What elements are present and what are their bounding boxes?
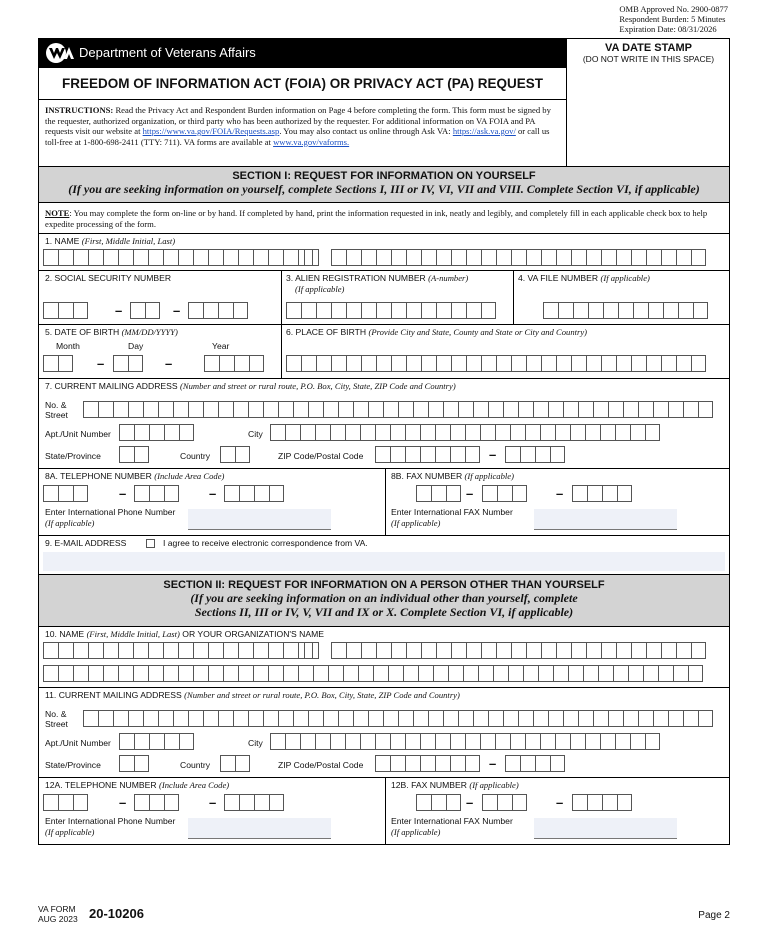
fax-area-boxes[interactable]: [416, 485, 461, 502]
other-fax-label: 12B. FAX NUMBER (If applicable): [391, 780, 519, 790]
instructions-text-2: . You may also contact us online through Ask VA:: [279, 126, 451, 136]
zip-ext-boxes[interactable]: [505, 446, 565, 463]
other-intl-fax-input[interactable]: [534, 818, 677, 839]
va-logo-icon: [45, 42, 75, 64]
intl-phone-input[interactable]: [188, 509, 331, 530]
dob-day-boxes[interactable]: [113, 355, 143, 372]
footer-date: AUG 2023: [38, 913, 78, 924]
note-text: : You may complete the form on-line or by hand. If completed by hand, print the information requested in ink, neatly and legibly, and completely fill in each applicable check box to help expedite processing of the form.: [45, 208, 708, 229]
other-zip-ext-boxes[interactable]: [505, 755, 565, 772]
other-fax-line-boxes[interactable]: [572, 794, 632, 811]
footer-va-form: VA FORM: [38, 904, 76, 914]
va-file-number-boxes[interactable]: [543, 302, 708, 319]
dob-year-label: Year: [212, 341, 230, 351]
section-1-subheading: (If you are seeking information on yourself, complete Sections I, III or IV, VI, VII and VIII. Complete Section VI, if applicable): [68, 182, 700, 196]
fax-label: 8B. FAX NUMBER (If applicable): [391, 471, 514, 481]
other-country-label: Country: [180, 760, 211, 770]
omb-info: [619, 4, 728, 34]
dob-day-label: Day: [128, 341, 144, 351]
stamp-note: (DO NOT WRITE IN THIS SPACE): [582, 54, 715, 64]
stamp-title: VA DATE STAMP: [605, 42, 692, 54]
other-intl-phone-label: Enter International Phone Number: [45, 816, 176, 826]
foia-form: Department of Veterans Affairs FREEDOM OF INFORMATION ACT (FOIA) OR PRIVACY ACT (PA) REQUEST VA DATE STAMP (DO NOT WRITE IN THIS SPACE) INSTRUCTIONS: Read the Privacy Act and Respondent Burden information on Page 4 before completing the form. This form must be signed by the requester, authorized organization, or third party who has been authorized by the requester. For additional information on VA FOIA and PA requests visit our website at https://www.va.gov/FOIA/Requests.asp. You may also contact us online through Ask VA: https://ask.va.gov/ or call us toll-free at 1-800-698-2411 (TTY: 711). VA forms are available at www.va.gov/vaforms. SECTION I: REQUEST FOR INFORMATION ON YOURSELF (If you are seeking information on yourself, complete Sections I, III or IV, VI, VII and VIII. Complete Section VI, if applicable) NOTE: You may complete the form on-line or by hand. If completed by hand, print the information requested in ink, neatly and legibly, and completely fill in each applicable check box to help expedite processing of the form. 1. NAME (First, Middle Initial, Last) 2. SOCIAL SECURITY NUMBER – – 3. ALIEN REGISTRATION NUMBER (A-number) (If applicable) 4. VA FILE NUMBER (If applicable) 5. DATE OF BIRTH (MM/DD/YYYY) Month Day Year – – 6. PLACE OF BIRTH (Provide City and State, County and State or City and Country) 7. CURRENT MAILING ADDRESS (Number and street or rural route, P.O. Box, City, State, ZIP Code and Country) No. & Street Apt./Unit Number City State/Province Country ZIP Code/Postal Code – 8A. TELEPHONE NUMBER (Include Area Code) – – Enter International Phone Number (If applicable) 8B. FAX NUMBER (If applicable) – – Enter International FAX Number (If applicable) 9. E-MAIL ADDRESS I agree to receive electronic correspondence from VA. SECTION II: REQUEST FOR INFORMATION ON A PERSON OTHER THAN YOURSELF (If you are seeking information on an individual other than yourself, complete Sections II, III or IV, V, VII and IX or X. Complete Section VI, if applicable) 10. NAME (First, Middle Initial, Last) OR YOUR ORGANIZATION'S NAME 11. CURRENT MAILING ADDRESS (Number and street or rural route, P.O. Box, City, State, ZIP Code and Country) No. & Street Apt./Unit Number City State/Province Country ZIP Code/Postal Code – 12A. TELEPHONE NUMBER (Include Area Code) – – Enter International Phone Number (If applicable) 12B. FAX NUMBER (If applicable) – – Enter International FAX Number (If applicable): [38, 38, 730, 845]
other-intl-fax-label: Enter International FAX Number: [391, 816, 513, 826]
ask-va-link[interactable]: https://ask.va.gov/: [452, 126, 516, 136]
other-middle-initial-box[interactable]: [304, 642, 319, 659]
note-label: NOTE: [45, 208, 70, 218]
zip-boxes[interactable]: [375, 446, 480, 463]
alien-number-hint: (If applicable): [295, 284, 345, 294]
other-phone-line-boxes[interactable]: [224, 794, 284, 811]
ssn-part2[interactable]: [130, 302, 160, 319]
electronic-correspondence-checkbox[interactable]: [146, 539, 155, 548]
other-city-boxes[interactable]: [270, 733, 660, 750]
instructions-text: Read the Privacy Act and Respondent Burden information on Page 4 before completing the form. This form must be signed by the requester, authorized organization, or third party who has been authorized by the requester. For additional information on VA FOIA and PA requests visit our website at: [45, 105, 551, 136]
middle-initial-box[interactable]: [304, 249, 319, 266]
ssn-part1[interactable]: [43, 302, 88, 319]
va-date-stamp: [566, 39, 730, 166]
other-intl-phone-input[interactable]: [188, 818, 331, 839]
phone-prefix-boxes[interactable]: [134, 485, 179, 502]
intl-fax-input[interactable]: [534, 509, 677, 530]
department-name: Department of Veterans Affairs: [79, 45, 256, 60]
apt-boxes[interactable]: [119, 424, 194, 441]
apt-label: Apt./Unit Number: [45, 429, 111, 439]
street-label: No. & Street: [45, 400, 68, 420]
form-title: FREEDOM OF INFORMATION ACT (FOIA) OR PRIVACY ACT (PA) REQUEST: [39, 67, 566, 100]
intl-phone-label: Enter International Phone Number: [45, 507, 176, 517]
fax-prefix-boxes[interactable]: [482, 485, 527, 502]
other-street-label: No. & Street: [45, 709, 68, 729]
phone-area-boxes[interactable]: [43, 485, 88, 502]
alien-number-boxes[interactable]: [286, 302, 496, 319]
other-last-name-boxes[interactable]: [331, 642, 706, 659]
city-label: City: [248, 429, 263, 439]
footer-page-number: Page 2: [698, 910, 730, 921]
ssn-part3[interactable]: [188, 302, 248, 319]
phone-line-boxes[interactable]: [224, 485, 284, 502]
electronic-correspondence-label: I agree to receive electronic correspondence from VA.: [163, 538, 368, 548]
footer-form-number: 20-10206: [89, 906, 144, 921]
other-street-boxes[interactable]: [83, 710, 713, 727]
section-2-subheading-2: Sections II, III or IV, V, VII and IX or X. Complete Section VI, if applicable): [194, 605, 574, 619]
mailing-address-label: 7. CURRENT MAILING ADDRESS (Number and street or rural route, P.O. Box, City, State, ZIP Code and Country): [45, 381, 456, 391]
other-fax-prefix-boxes[interactable]: [482, 794, 527, 811]
intl-fax-hint: (If applicable): [391, 518, 441, 528]
other-zip-boxes[interactable]: [375, 755, 480, 772]
instructions-label: INSTRUCTIONS:: [45, 105, 114, 115]
country-label: Country: [180, 451, 211, 461]
omb-burden: Respondent Burden: 5 Minutes: [619, 14, 726, 24]
telephone-label: 8A. TELEPHONE NUMBER (Include Area Code): [45, 471, 225, 481]
other-zip-label: ZIP Code/Postal Code: [278, 760, 364, 770]
other-phone-area-boxes[interactable]: [43, 794, 88, 811]
other-apt-boxes[interactable]: [119, 733, 194, 750]
instructions-text-3: or call us toll-free at 1-800-698-2411 (TTY: 711). VA forms are available at: [45, 126, 550, 147]
state-boxes[interactable]: [119, 446, 149, 463]
section-1-note: [45, 208, 725, 230]
first-name-boxes[interactable]: [43, 249, 313, 266]
organization-name-boxes[interactable]: [43, 665, 703, 682]
other-phone-prefix-boxes[interactable]: [134, 794, 179, 811]
section-1-heading: SECTION I: REQUEST FOR INFORMATION ON YOURSELF: [232, 170, 536, 182]
foia-requests-link[interactable]: https://www.va.gov/FOIA/Requests.asp: [142, 126, 280, 136]
intl-fax-label: Enter International FAX Number: [391, 507, 513, 517]
place-of-birth-label: 6. PLACE OF BIRTH (Provide City and State, County and State or City and Country): [286, 327, 588, 337]
email-input[interactable]: [43, 552, 725, 571]
footer-form-label: [38, 905, 78, 924]
other-first-name-boxes[interactable]: [43, 642, 313, 659]
dob-month-boxes[interactable]: [43, 355, 73, 372]
other-country-boxes[interactable]: [220, 755, 250, 772]
zip-label: ZIP Code/Postal Code: [278, 451, 364, 461]
other-state-boxes[interactable]: [119, 755, 149, 772]
other-telephone-label: 12A. TELEPHONE NUMBER (Include Area Code): [45, 780, 230, 790]
section-2-header: [39, 574, 729, 627]
dob-label: 5. DATE OF BIRTH (MM/DD/YYYY): [45, 327, 178, 337]
other-mailing-address-label: 11. CURRENT MAILING ADDRESS (Number and street or rural route, P.O. Box, City, State, ZIP Code and Country): [45, 690, 460, 700]
section-2-heading: SECTION II: REQUEST FOR INFORMATION ON A PERSON OTHER THAN YOURSELF: [163, 579, 605, 591]
fax-line-boxes[interactable]: [572, 485, 632, 502]
other-intl-phone-hint: (If applicable): [45, 827, 95, 837]
omb-number: OMB Approved No. 2900-0877: [619, 4, 728, 14]
va-file-number-label: 4. VA FILE NUMBER (If applicable): [518, 273, 650, 283]
name-label: 1. NAME (First, Middle Initial, Last): [45, 236, 176, 246]
email-label: 9. E-MAIL ADDRESS: [45, 538, 127, 548]
other-intl-fax-hint: (If applicable): [391, 827, 441, 837]
section-1-header: [39, 166, 729, 203]
street-boxes[interactable]: [83, 401, 713, 418]
country-boxes[interactable]: [220, 446, 250, 463]
va-forms-link[interactable]: www.va.gov/vaforms.: [273, 136, 350, 147]
other-city-label: City: [248, 738, 263, 748]
other-name-label: 10. NAME (First, Middle Initial, Last) OR YOUR ORGANIZATION'S NAME: [45, 629, 324, 639]
alien-number-label: 3. ALIEN REGISTRATION NUMBER (A-number): [286, 273, 469, 283]
other-fax-area-boxes[interactable]: [416, 794, 461, 811]
city-boxes[interactable]: [270, 424, 660, 441]
ssn-label: 2. SOCIAL SECURITY NUMBER: [45, 273, 172, 283]
instructions: [45, 105, 557, 147]
intl-phone-hint: (If applicable): [45, 518, 95, 528]
last-name-boxes[interactable]: [331, 249, 706, 266]
omb-expiration: Expiration Date: 08/31/2026: [619, 24, 717, 34]
form-header-bar: [39, 39, 566, 67]
state-label: State/Province: [45, 451, 101, 461]
other-apt-label: Apt./Unit Number: [45, 738, 111, 748]
section-2-subheading-1: (If you are seeking information on an individual other than yourself, complete: [190, 591, 578, 605]
dob-year-boxes[interactable]: [204, 355, 264, 372]
dob-month-label: Month: [56, 341, 80, 351]
other-state-label: State/Province: [45, 760, 101, 770]
place-of-birth-boxes[interactable]: [286, 355, 706, 372]
